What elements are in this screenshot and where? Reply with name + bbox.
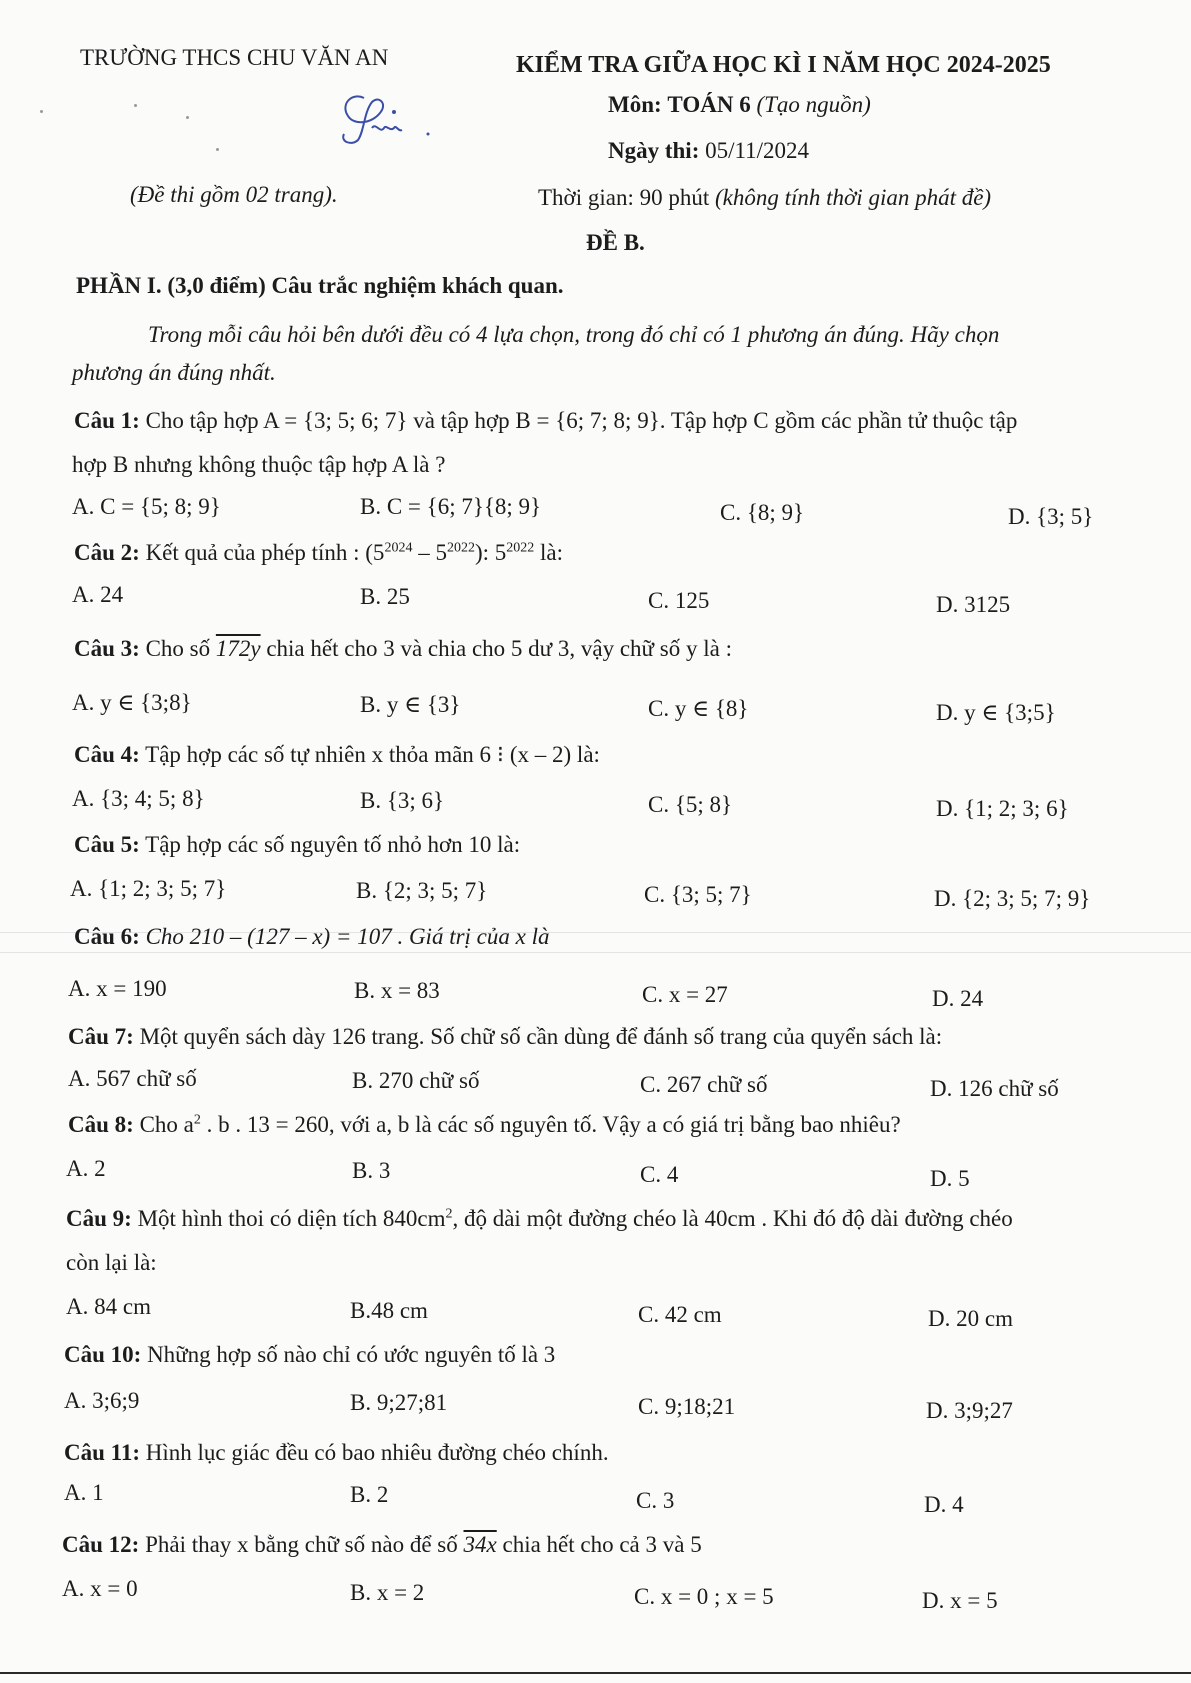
option-c[interactable]: C. {5; 8} — [648, 792, 733, 817]
option-a[interactable]: A. 2 — [66, 1156, 106, 1181]
question-label: Câu 5: — [74, 832, 140, 857]
option-d[interactable]: D. 20 cm — [928, 1306, 1013, 1331]
option-c[interactable]: C. 4 — [640, 1162, 679, 1187]
subject: TOÁN 6 — [667, 92, 751, 117]
question-text: Một quyển sách dày 126 trang. Số chữ số cần dùng để đánh số trang của quyển sách là: — [139, 1024, 943, 1049]
option-b[interactable]: B. 3 — [352, 1158, 391, 1183]
question-label: Câu 12: — [62, 1532, 140, 1557]
q3-number-overline: 172y — [215, 636, 261, 661]
option-b[interactable]: B. 2 — [350, 1482, 389, 1507]
q9-exp: 2 — [445, 1206, 453, 1222]
option-a[interactable]: A. 24 — [72, 582, 124, 607]
q2-mid2: ): 5 — [474, 540, 507, 565]
question-2 — [74, 540, 563, 566]
question-text: Cho tập hợp A = {3; 5; 6; 7} và tập hợp B = {6; 7; 8; 9}. Tập hợp C gồm các phần tử thuộc tập — [145, 408, 1018, 433]
question-text: Tập hợp các số tự nhiên x thỏa mãn 6 ⁝ (x – 2) là: — [145, 742, 600, 767]
scan-dust — [186, 116, 189, 119]
question-label: Câu 1: — [74, 408, 140, 433]
question-6 — [74, 924, 550, 950]
q9-text-pre: Một hình thoi có diện tích 840cm — [137, 1206, 446, 1231]
q3-text-pre: Cho số — [145, 636, 211, 661]
question-label: Câu 3: — [74, 636, 140, 661]
option-d[interactable]: D. y ∈ {3;5} — [936, 700, 1056, 725]
option-c[interactable]: C. 9;18;21 — [638, 1394, 736, 1419]
option-b[interactable]: B. y ∈ {3} — [360, 692, 461, 717]
signature-image — [334, 88, 434, 152]
q8-post: . b . 13 = 260, với a, b là các số nguyên tố. Vậy a có giá trị bằng bao nhiêu? — [200, 1112, 901, 1137]
q2-post: là: — [534, 540, 563, 565]
option-c[interactable]: C. y ∈ {8} — [648, 696, 749, 721]
subject-label: Môn: — [608, 92, 662, 117]
page-bottom-edge — [0, 1672, 1191, 1674]
option-a[interactable]: A. x = 0 — [62, 1576, 138, 1601]
option-b[interactable]: B. {3; 6} — [360, 788, 445, 813]
question-label: Câu 10: — [64, 1342, 142, 1367]
question-label: Câu 4: — [74, 742, 140, 767]
scan-dust — [40, 110, 43, 113]
option-a[interactable]: A. {3; 4; 5; 8} — [72, 786, 205, 811]
option-a[interactable]: A. {1; 2; 3; 5; 7} — [70, 876, 227, 901]
option-c[interactable]: C. x = 27 — [642, 982, 728, 1007]
option-b[interactable]: B. {2; 3; 5; 7} — [356, 878, 488, 903]
scan-dust — [134, 104, 137, 107]
option-c[interactable]: C. 125 — [648, 588, 710, 613]
question-label: Câu 6: — [74, 924, 140, 949]
option-c[interactable]: C. {3; 5; 7} — [644, 882, 752, 907]
question-9-line-2: còn lại là: — [66, 1250, 157, 1275]
option-d[interactable]: D. {2; 3; 5; 7; 9} — [934, 886, 1091, 911]
question-1 — [74, 408, 1017, 434]
q8-exp: 2 — [193, 1112, 201, 1128]
option-b[interactable]: B. 9;27;81 — [350, 1390, 448, 1415]
option-a[interactable]: A. 84 cm — [66, 1294, 151, 1319]
scan-artifact-line — [0, 952, 1191, 953]
q12-text-post: chia hết cho cả 3 và 5 — [502, 1532, 702, 1557]
q2-exp2: 2022 — [446, 540, 475, 556]
q2-mid: – 5 — [412, 540, 447, 565]
question-9 — [66, 1206, 1013, 1232]
option-b[interactable]: B. 25 — [360, 584, 410, 609]
option-d[interactable]: D. 3;9;27 — [926, 1398, 1013, 1423]
subject-line — [608, 92, 871, 118]
question-label: Câu 11: — [64, 1440, 141, 1465]
question-text: Cho 210 – (127 – x) = 107 . Giá trị của x là — [145, 924, 550, 949]
q12-number-overline: 34x — [463, 1532, 497, 1557]
question-label: Câu 2: — [74, 540, 140, 565]
q2-exp3: 2022 — [506, 540, 535, 556]
option-c[interactable]: C. {8; 9} — [720, 500, 805, 525]
option-a[interactable]: A. 1 — [64, 1480, 104, 1505]
option-b[interactable]: B. x = 2 — [350, 1580, 425, 1605]
option-a[interactable]: A. 567 chữ số — [68, 1066, 197, 1091]
q2-text-pre: Kết quả của phép tính : (5 — [145, 540, 385, 565]
exam-date: 05/11/2024 — [705, 138, 810, 163]
question-text: Tập hợp các số nguyên tố nhỏ hơn 10 là: — [145, 832, 521, 857]
question-3 — [74, 636, 732, 662]
exam-title: KIỂM TRA GIỮA HỌC KÌ I NĂM HỌC 2024-2025 — [516, 52, 1051, 78]
question-label: Câu 9: — [66, 1206, 132, 1231]
instruction-line-1: Trong mỗi câu hỏi bên dưới đều có 4 lựa chọn, trong đó chỉ có 1 phương án đúng. Hãy chọn — [148, 322, 1000, 347]
subject-note: (Tạo nguồn) — [756, 92, 871, 117]
option-c[interactable]: C. 3 — [636, 1488, 675, 1513]
question-1-line-2: hợp B nhưng không thuộc tập hợp A là ? — [72, 452, 446, 477]
option-a[interactable]: A. x = 190 — [68, 976, 167, 1001]
question-label: Câu 8: — [68, 1112, 134, 1137]
option-b[interactable]: B. 270 chữ số — [352, 1068, 480, 1093]
option-b[interactable]: B. C = {6; 7}{8; 9} — [360, 494, 542, 519]
question-7 — [68, 1024, 942, 1050]
q3-text-post: chia hết cho 3 và chia cho 5 dư 3, vậy chữ số y là : — [266, 636, 732, 661]
question-text: Những hợp số nào chỉ có ước nguyên tố là 3 — [147, 1342, 556, 1367]
q2-exp1: 2024 — [384, 540, 413, 556]
date-line — [608, 138, 809, 164]
question-label: Câu 7: — [68, 1024, 134, 1049]
option-c[interactable]: C. 42 cm — [638, 1302, 722, 1327]
q8-text-pre: Cho a — [139, 1112, 194, 1137]
time-label: Thời gian: 90 phút — [538, 185, 710, 210]
question-11 — [64, 1440, 609, 1466]
option-d[interactable]: D. 4 — [924, 1492, 964, 1517]
question-12 — [62, 1532, 702, 1558]
time-note: (không tính thời gian phát đề) — [714, 185, 992, 210]
school-name: TRƯỜNG THCS CHU VĂN AN — [80, 45, 389, 70]
part1-title: PHẦN I. (3,0 điểm) — [76, 273, 266, 298]
question-10 — [64, 1342, 555, 1368]
option-d[interactable]: D. x = 5 — [922, 1588, 998, 1613]
question-5 — [74, 832, 520, 858]
option-a[interactable]: A. 3;6;9 — [64, 1388, 140, 1413]
option-c[interactable]: C. x = 0 ; x = 5 — [634, 1584, 774, 1609]
time-line — [538, 185, 991, 211]
option-d[interactable]: D. {3; 5} — [1008, 504, 1094, 529]
question-8 — [68, 1112, 901, 1138]
date-label: Ngày thi: — [608, 138, 700, 163]
part1-subtitle: Câu trắc nghiệm khách quan. — [271, 273, 564, 298]
option-d[interactable]: D. 5 — [930, 1166, 970, 1191]
option-c[interactable]: C. 267 chữ số — [640, 1072, 768, 1097]
option-a[interactable]: A. C = {5; 8; 9} — [72, 494, 221, 519]
option-b[interactable]: B.48 cm — [350, 1298, 428, 1323]
option-b[interactable]: B. x = 83 — [354, 978, 440, 1003]
scan-dust — [216, 148, 219, 151]
option-d[interactable]: D. 126 chữ số — [930, 1076, 1059, 1101]
question-text: Hình lục giác đều có bao nhiêu đường chéo chính. — [145, 1440, 609, 1465]
pages-note: (Đề thi gồm 02 trang). — [130, 182, 338, 207]
question-4 — [74, 742, 600, 768]
instruction-line-2: phương án đúng nhất. — [72, 360, 276, 385]
option-a[interactable]: A. y ∈ {3;8} — [72, 690, 192, 715]
option-d[interactable]: D. 3125 — [936, 592, 1011, 617]
q12-text-pre: Phải thay x bằng chữ số nào để số — [145, 1532, 458, 1557]
option-d[interactable]: D. {1; 2; 3; 6} — [936, 796, 1069, 821]
option-d[interactable]: D. 24 — [932, 986, 984, 1011]
q9-post: , độ dài một đường chéo là 40cm . Khi đó độ dài đường chéo — [452, 1206, 1013, 1231]
part1-heading — [76, 273, 564, 299]
exam-version: ĐỀ B. — [586, 230, 645, 255]
